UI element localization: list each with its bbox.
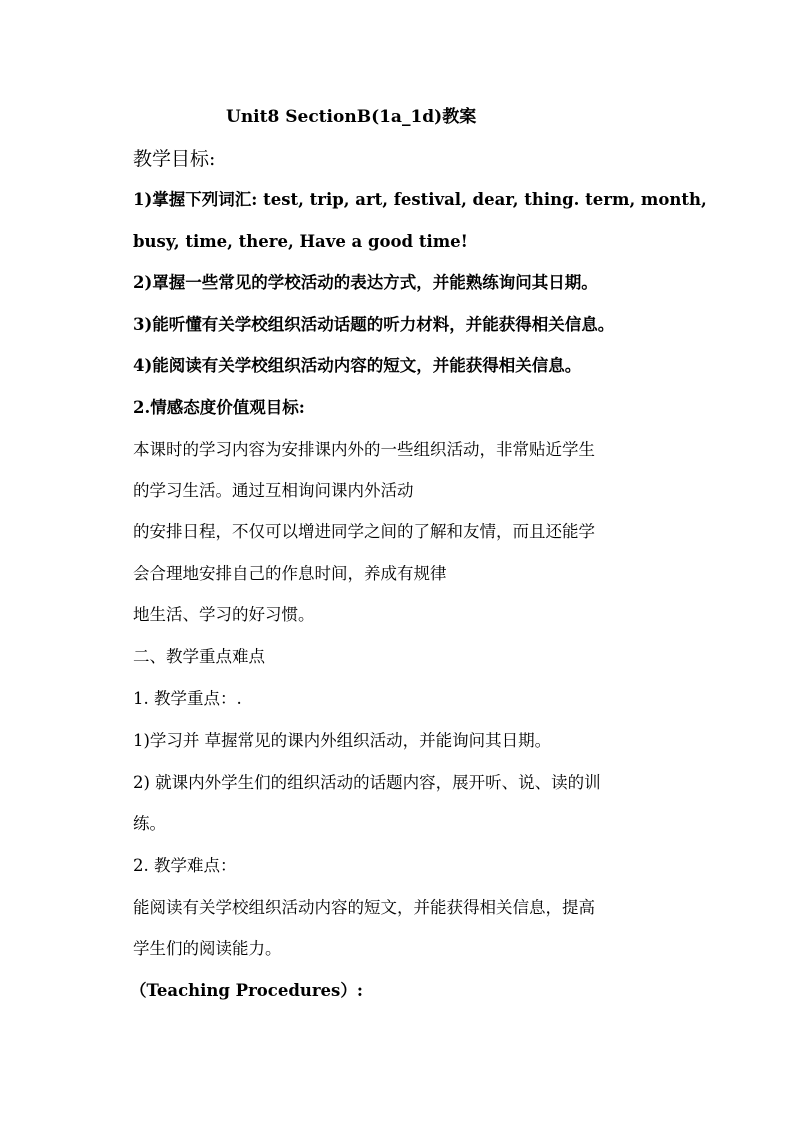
key-point-item: 练。 [133, 814, 166, 833]
emotion-heading: 2.情感态度价值观目标: [133, 398, 305, 417]
emotion-paragraph-line: 的安排日程，不仅可以增进同学之间的了解和友情，而且还能学 [133, 522, 595, 541]
difficulty-item: 能阅读有关学校组织活动内容的短文，并能获得相关信息，提高 [133, 898, 595, 917]
key-point-item: 1)学习并 草握常见的课内外组织活动，并能询问其日期。 [133, 731, 552, 750]
procedures-heading: （Teaching Procedures）: [130, 981, 363, 1000]
objective-item: 2)罩握一些常见的学校活动的表达方式，并能熟练询问其日期。 [133, 273, 598, 292]
key-points-heading: 1. 教学重点：. [133, 689, 242, 708]
objective-item: 4)能阅读有关学校组织活动内容的短文，并能获得相关信息。 [133, 356, 582, 375]
key-point-item: 2) 就课内外学生们的组织活动的话题内容，展开听、说、读的训 [133, 773, 601, 792]
objectives-heading: 教学目标: [133, 148, 216, 170]
objective-item: busy, time, there, Have a good time! [133, 232, 468, 251]
emotion-paragraph-line: 本课时的学习内容为安排课内外的一些组织活动，非常贴近学生 [133, 440, 595, 459]
difficulties-heading: 2. 教学难点： [133, 856, 237, 875]
objective-item: 3)能听懂有关学校组织活动话题的听力材料，并能获得相关信息。 [133, 315, 615, 334]
objective-item: 1)掌握下列词汇: test, trip, art, festival, dear, thing. term, month, [133, 190, 707, 209]
difficulty-item: 学生们的阅读能力。 [133, 939, 282, 958]
emotion-paragraph-line: 地生活、学习的好习惯。 [133, 605, 315, 624]
emotion-paragraph-line: 会合理地安排自己的作息时间，养成有规律 [133, 564, 447, 583]
emotion-paragraph-line: 的学习生活。通过互相询问课内外活动 [133, 481, 414, 500]
section2-heading: 二、教学重点难点 [133, 647, 265, 666]
document-title: Unit8 SectionB(1a_1d)教案 [226, 107, 477, 127]
